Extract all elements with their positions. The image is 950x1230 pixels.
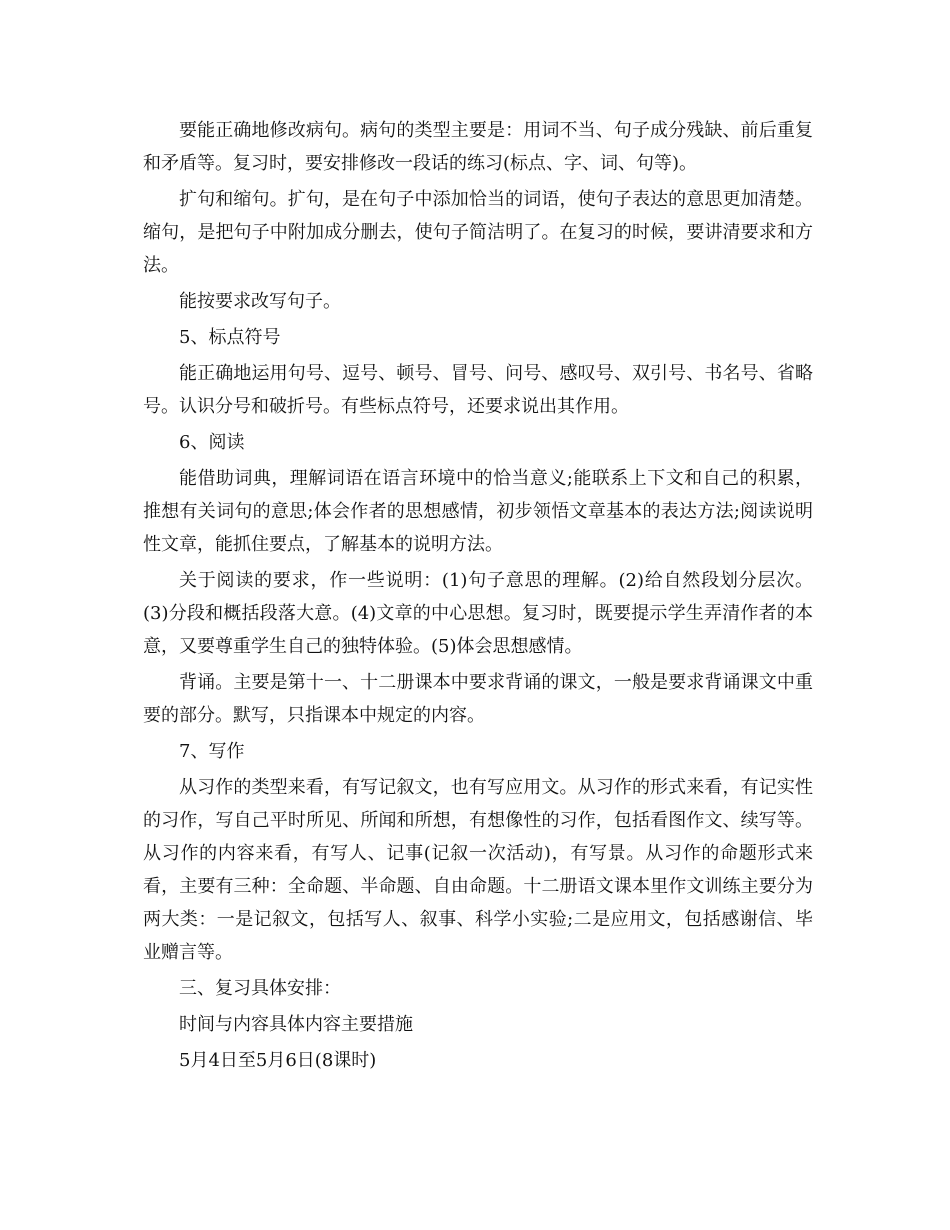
paragraph-schedule-date: 5月4日至5月6日(8课时) <box>179 1050 377 1071</box>
paragraph-punctuation: 能正确地运用句号、逗号、顿号、冒号、问号、感叹号、双引号、书名号、省略号。认识分号和破折号。有些标点符号，还要求说出其作用。 <box>143 363 813 417</box>
paragraph-reading-requirements: 关于阅读的要求，作一些说明：(1)句子意思的理解。(2)给自然段划分层次。(3)分段和概括段落大意。(4)文章的中心思想。复习时，既要提示学生弄清作者的本意，又要尊重学生自己的独特体验。(5)体会思想感情。 <box>143 570 813 657</box>
heading-review-schedule: 三、复习具体安排： <box>179 978 341 999</box>
heading-writing: 7、写作 <box>179 741 245 762</box>
paragraph-schedule-columns: 时间与内容具体内容主要措施 <box>179 1014 413 1035</box>
paragraph-sentence-correction: 要能正确地修改病句。病句的类型主要是：用词不当、句子成分残缺、前后重复和矛盾等。复习时，要安排修改一段话的练习(标点、字、词、句等)。 <box>143 120 813 174</box>
paragraph-reading: 能借助词典，理解词语在语言环境中的恰当意义;能联系上下文和自己的积累，推想有关词句的意思;体会作者的思想感情，初步领悟文章基本的表达方法;阅读说明性文章，能抓住要点，了解基本的说明方法。 <box>143 468 813 555</box>
paragraph-sentence-rewrite: 能按要求改写句子。 <box>179 291 341 312</box>
paragraph-recitation: 背诵。主要是第十一、十二册课本中要求背诵的课文，一般是要求背诵课文中重要的部分。默写，只指课本中规定的内容。 <box>143 672 813 726</box>
heading-reading: 6、阅读 <box>179 432 245 453</box>
heading-punctuation: 5、标点符号 <box>179 327 281 348</box>
paragraph-writing: 从习作的类型来看，有写记叙文，也有写应用文。从习作的形式来看，有记实性的习作，写自己平时所见、所闻和所想，有想像性的习作，包括看图作文、续写等。从习作的内容来看，有写人、记事(记叙一次活动)，有写景。从习作的命题形式来看，主要有三种：全命题、半命题、自由命题。十二册语文课本里作文训练主要分为两大类：一是记叙文，包括写人、叙事、科学小实验;二是应用文，包括感谢信、毕业赠言等。 <box>143 777 813 963</box>
document-body <box>143 114 813 1080</box>
paragraph-sentence-expansion: 扩句和缩句。扩句，是在句子中添加恰当的词语，使句子表达的意思更加清楚。缩句，是把句子中附加成分删去，使句子简洁明了。在复习的时候，要讲清要求和方法。 <box>143 189 813 276</box>
